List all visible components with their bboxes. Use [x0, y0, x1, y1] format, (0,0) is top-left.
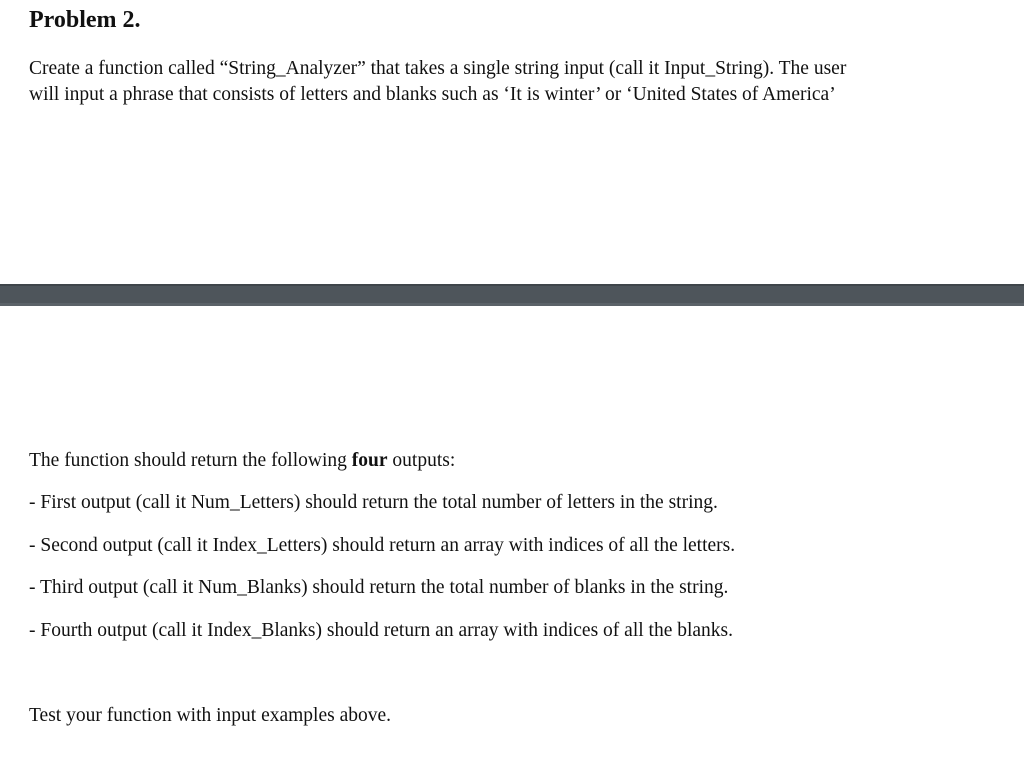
output-item-third: - Third output (call it Num_Blanks) should return the total number of blanks in the string.: [29, 577, 729, 598]
lead-emphasis: four: [351, 450, 388, 471]
outputs-list: [29, 490, 735, 660]
intro-line: will input a phrase that consists of letters and blanks such as ‘It is winter’ or ‘United States of America’: [29, 84, 836, 105]
outputs-lead: [29, 448, 455, 474]
output-item-first: - First output (call it Num_Letters) should return the total number of letters in the string.: [29, 492, 718, 513]
page-divider: [0, 284, 1024, 306]
problem-intro: [29, 56, 989, 108]
output-item-fourth: - Fourth output (call it Index_Blanks) should return an array with indices of all the blanks.: [29, 619, 734, 641]
intro-line: Create a function called “String_Analyzer” that takes a single string input (call it Input_String). The user: [29, 58, 847, 79]
lead-text: The function should return the following: [29, 450, 352, 471]
problem-title: Problem 2.: [29, 7, 141, 33]
lead-text-end: outputs:: [387, 450, 456, 471]
closing-instruction: Test your function with input examples above.: [29, 705, 392, 726]
output-item-second: - Second output (call it Index_Letters) should return an array with indices of all the letters.: [29, 534, 736, 556]
